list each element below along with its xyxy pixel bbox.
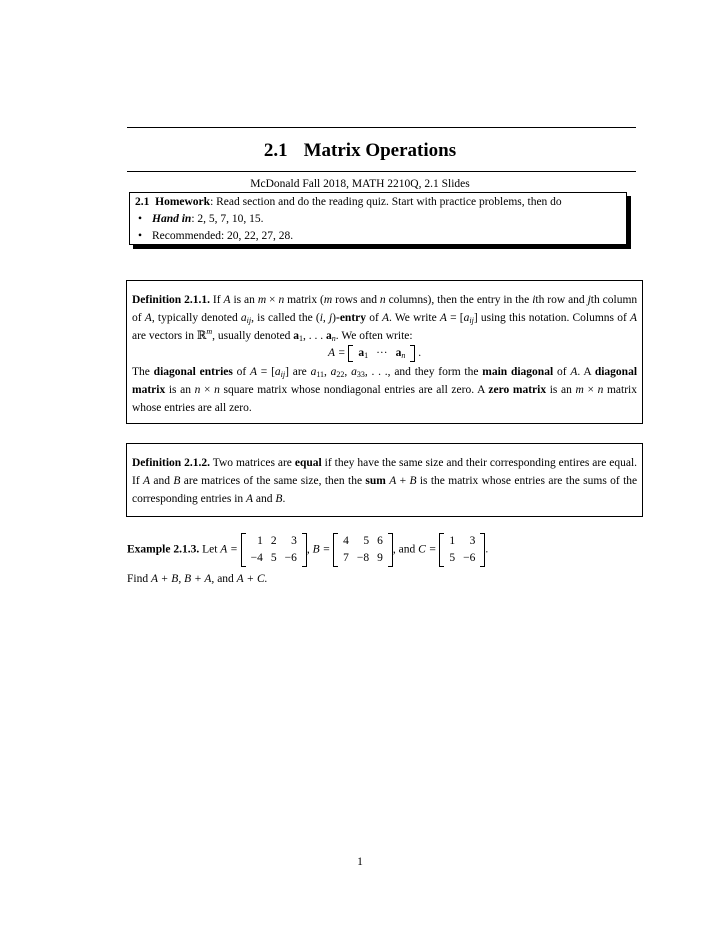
text: are equal. If: [132, 457, 638, 487]
find-items: A + B, B + A,: [150, 573, 215, 585]
matrix-cell: 6: [377, 535, 383, 547]
matrix-c-label: C =: [418, 543, 437, 556]
matrix-cell: −6: [463, 552, 476, 564]
top-rule: [127, 127, 636, 128]
matrix-cell: 2: [270, 535, 277, 547]
page-number: 1: [357, 856, 363, 868]
text: . We often write:: [335, 330, 413, 342]
text: using: [480, 312, 506, 324]
bullet: •: [138, 213, 143, 225]
homework-label-num: 2.1: [135, 196, 150, 208]
example-label: Example 2.1.3.: [127, 543, 200, 556]
matrix-cell: 4: [343, 535, 349, 547]
text: Find: [127, 573, 149, 585]
text: are: [292, 366, 307, 378]
matrix-cell: −8: [356, 552, 370, 564]
definition-1-label: Definition 2.1.1.: [132, 294, 210, 306]
example-matrices-line: Example 2.1.3. Let A = 1 2 3 −4 5 −6 , B = 4 5 6 7 −8 9 , and C = 1 3 5 −6 .: [127, 533, 488, 567]
definition-box-2: [126, 443, 643, 517]
ellipsis: ···: [376, 347, 388, 359]
text: , usually denoted: [212, 330, 291, 342]
sum-term: sum: [365, 475, 386, 487]
text: , and: [392, 543, 416, 556]
column-vector-last: a: [395, 347, 402, 359]
text: are vectors in: [132, 330, 194, 342]
display-lhs: A =: [328, 347, 346, 360]
diagonal-entries-term: diagonal entries: [153, 366, 233, 378]
matrix-cell: −6: [284, 552, 297, 564]
homework-box: [129, 192, 627, 245]
text: are the sums of the corresponding entries in: [132, 475, 638, 505]
section-title-text: Matrix Operations: [303, 140, 457, 161]
title-underline-rule: [127, 171, 636, 172]
matrix-b-label: B =: [312, 543, 331, 556]
matrix-cell: 1: [449, 535, 456, 547]
column-vector-first: a: [358, 347, 365, 359]
matrix-a-label: A =: [220, 543, 238, 556]
equal-term: equal: [294, 457, 322, 469]
hand-in-label: Hand in: [152, 213, 192, 225]
text: .: [282, 493, 286, 505]
example-question: [127, 573, 268, 585]
matrix-cell: 7: [343, 552, 349, 564]
matrix-a: [241, 533, 307, 567]
text: th column of: [132, 294, 638, 324]
bullet: •: [138, 230, 143, 242]
list-item-hand-in: [138, 213, 264, 225]
text: columns), then the entry in the: [388, 294, 530, 306]
text: this notation. Columns of: [508, 312, 627, 324]
definition-2-text: Definition 2.1.2. Two matrices are equal if they have the same size and their corresponding entires are equal. If A and B are matrices of the same size, then the sum A + B is the matrix whose entries are the sums of the corresponding entries in A and B.: [132, 457, 638, 505]
main-diagonal-term: main diagonal: [482, 366, 554, 378]
byline: McDonald Fall 2018, MATH 2210Q, 2.1 Slides: [250, 178, 470, 190]
homework-label: Homework: [155, 196, 211, 208]
text: The: [132, 366, 150, 378]
matrix-cell: 1: [257, 535, 263, 547]
text: Let: [202, 543, 218, 556]
recommended-text: Recommended: 20, 22, 27, 28.: [152, 230, 294, 242]
matrix-c: [439, 533, 485, 567]
list-item-recommended: [138, 230, 293, 242]
text: Two matrices are: [212, 457, 292, 469]
matrix-cell: 3: [291, 535, 297, 547]
text: if they have the same size and their corresponding entires: [324, 457, 590, 469]
text: of: [236, 366, 247, 378]
matrix-cell: 5: [363, 535, 370, 547]
text: and: [255, 493, 273, 505]
matrix-cell: 9: [377, 552, 383, 564]
text: . A: [577, 366, 592, 378]
text: If: [212, 294, 221, 306]
column-matrix-display: A = $a_1$ ··· $a_n$ .: [328, 347, 422, 360]
text: is the matrix whose entries: [419, 475, 546, 487]
text: rows and: [335, 294, 377, 306]
column-matrix: $a_1$ ··· $a_n$: [348, 345, 415, 362]
find-last: A + C.: [236, 573, 268, 585]
homework-text: : Read section and do the reading quiz. Start with practice problems, then do: [210, 196, 562, 208]
text: is an: [233, 294, 255, 306]
entry-term: -entry: [336, 312, 367, 324]
text: and: [217, 573, 234, 585]
matrix-cell: 3: [469, 535, 476, 547]
text: matrix (: [287, 294, 324, 306]
text: , and they form the: [387, 366, 479, 378]
matrix-b: [333, 533, 393, 567]
section-number: 2.1: [263, 140, 288, 161]
hand-in-items: : 2, 5, 7, 10, 15.: [191, 213, 264, 225]
text: square matrix whose nondiagonal entries are all zero. A: [223, 384, 485, 396]
text: , is called the: [251, 312, 313, 324]
text: are matrices of the same size, then the: [183, 475, 363, 487]
text: and: [153, 475, 171, 487]
matrix-cell: 5: [449, 552, 456, 564]
text: of: [556, 366, 567, 378]
matrix-cell: 5: [270, 552, 277, 564]
text: . We write: [389, 312, 437, 324]
diagonal-matrix-term: diagonal matrix: [132, 366, 638, 396]
text: and: [568, 294, 585, 306]
text: th row: [535, 294, 566, 306]
section-title: [0, 140, 720, 162]
definition-box-1: [126, 280, 643, 424]
homework-line: [135, 196, 562, 208]
definition-2-label: Definition 2.1.2.: [132, 457, 211, 469]
text: , typically denoted: [151, 312, 238, 324]
definition-1-diagonal-text: The diagonal entries of $A = [a_{ij}]$ are $a_{11}$, $a_{22}$, $a_{33}$, . . ., and they form the main diagonal of A. A diagonal matrix is an n × n square matrix whose nondiagonal entries are all zero. A zero matrix is an m × n matrix whose entries are all zero.: [132, 366, 638, 414]
definition-1-text: Definition 2.1.1. If A is an m × n matrix (m rows and n columns), then the entry in the ith row and jth column of A, typically denoted $a_{ij}$, is called the (i, j)-entry of A. We write $A = [a_{ij}]$ using this notation. Columns of A are vectors in ℝ$^m$, usually denoted $a_1$, . . . $a_n$. We often write:: [132, 294, 638, 343]
text: matrix whose entries are all zero.: [132, 384, 638, 414]
zero-matrix-term: zero matrix: [488, 384, 547, 396]
text: of: [369, 312, 379, 324]
text: is an: [168, 384, 192, 396]
text: is an: [549, 384, 572, 396]
matrix-cell: −4: [250, 552, 263, 564]
